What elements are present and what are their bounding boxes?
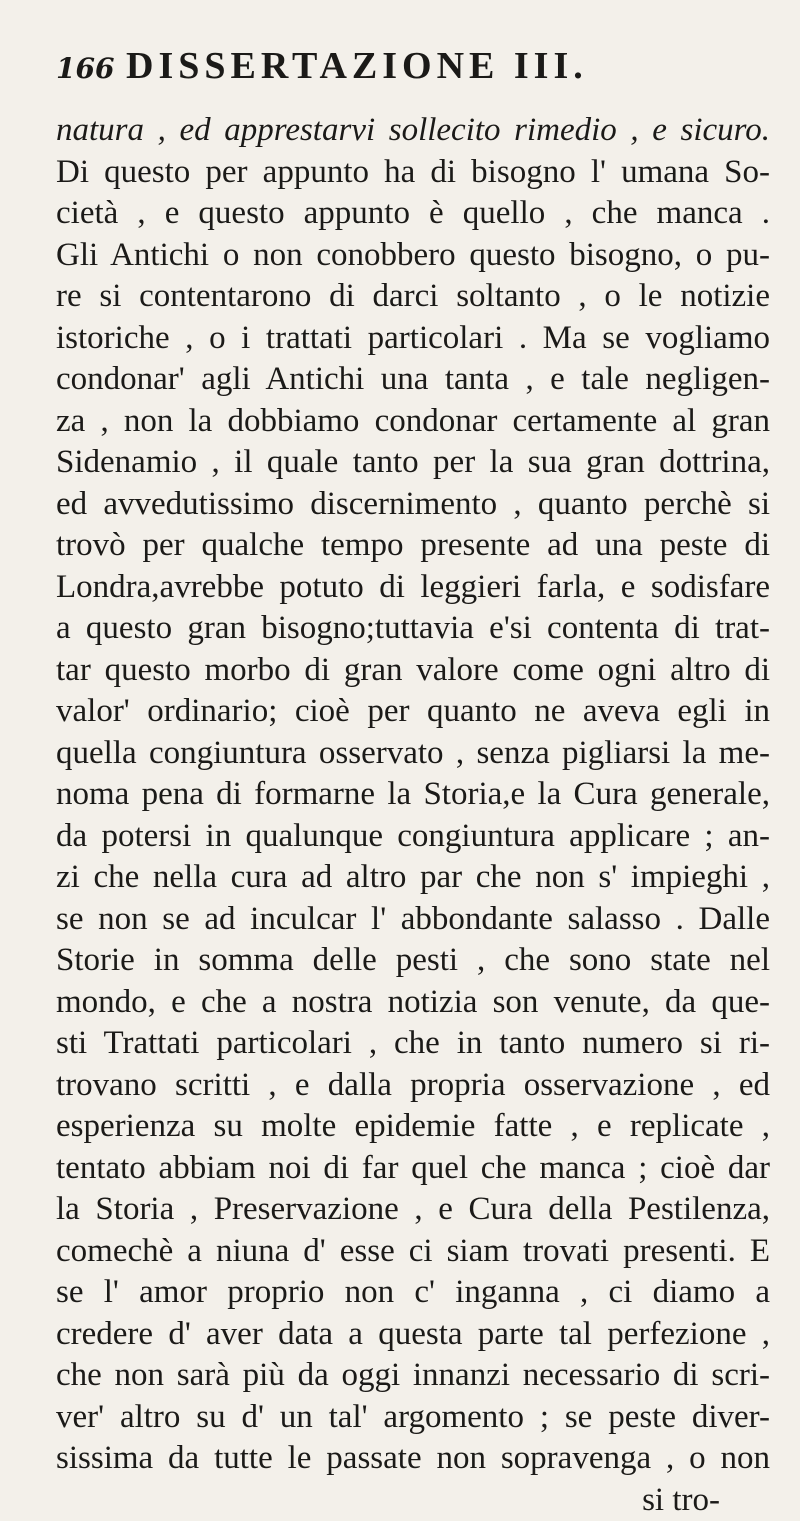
text-line: zi che nella cura ad altro par che non s' impieghi , — [56, 857, 770, 899]
text-line: a questo gran bisogno;tuttavia e'si contenta di trat- — [56, 608, 770, 650]
section-title: DISSERTAZIONE III. — [126, 44, 588, 88]
text-line: za , non la dobbiamo condonar certamente al gran — [56, 401, 770, 443]
text-line: credere d' aver data a questa parte tal perfezione , — [56, 1314, 770, 1356]
text-line: quella congiuntura osservato , senza pigliarsi la me- — [56, 733, 770, 775]
text-line: Sidenamio , il quale tanto per la sua gran dottrina, — [56, 442, 770, 484]
text-line: noma pena di formarne la Storia,e la Cura generale, — [56, 774, 770, 816]
text-line: mondo, e che a nostra notizia son venute, da que- — [56, 982, 770, 1024]
text-line: Di questo per appunto ha di bisogno l' umana So- — [56, 152, 770, 194]
text-line: ver' altro su d' un tal' argomento ; se peste diver- — [56, 1397, 770, 1439]
text-line: valor' ordinario; cioè per quanto ne aveva egli in — [56, 691, 770, 733]
text-line: ed avvedutissimo discernimento , quanto perchè si — [56, 484, 770, 526]
text-line: Gli Antichi o non conobbero questo bisogno, o pu- — [56, 235, 770, 277]
text-line: la Storia , Preservazione , e Cura della Pestilenza, — [56, 1189, 770, 1231]
running-head — [56, 44, 770, 100]
text-line: re si contentarono di darci soltanto , o le notizie — [56, 276, 770, 318]
catchword-line: si tro- — [56, 1480, 770, 1521]
page-number: 166 — [56, 52, 126, 85]
text-line: istoriche , o i trattati particolari . Ma se vogliamo — [56, 318, 770, 360]
text-line: se l' amor proprio non c' inganna , ci diamo a — [56, 1272, 770, 1314]
text-line: Storie in somma delle pesti , che sono state nel — [56, 940, 770, 982]
text-line: sissima da tutte le passate non sopravenga , o non — [56, 1438, 770, 1480]
text-line: condonar' agli Antichi una tanta , e tale negligen- — [56, 359, 770, 401]
text-line: tar questo morbo di gran valore come ogni altro di — [56, 650, 770, 692]
body-text — [56, 110, 770, 1521]
text-line: tentato abbiam noi di far quel che manca ; cioè dar — [56, 1148, 770, 1190]
text-line: che non sarà più da oggi innanzi necessario di scri- — [56, 1355, 770, 1397]
text-line: comechè a niuna d' esse ci siam trovati presenti. E — [56, 1231, 770, 1273]
text-line: esperienza su molte epidemie fatte , e replicate , — [56, 1106, 770, 1148]
text-line: se non se ad inculcar l' abbondante salasso . Dalle — [56, 899, 770, 941]
text-line: da potersi in qualunque congiuntura applicare ; an- — [56, 816, 770, 858]
text-line: trovano scritti , e dalla propria osservazione , ed — [56, 1065, 770, 1107]
text-line: cietà , e questo appunto è quello , che manca . — [56, 193, 770, 235]
text-line: natura , ed apprestarvi sollecito rimedio , e sicuro. — [56, 110, 770, 152]
text-line: Londra,avrebbe potuto di leggieri farla, e sodisfare — [56, 567, 770, 609]
text-line: sti Trattati particolari , che in tanto numero si ri- — [56, 1023, 770, 1065]
text-line: trovò per qualche tempo presente ad una peste di — [56, 525, 770, 567]
